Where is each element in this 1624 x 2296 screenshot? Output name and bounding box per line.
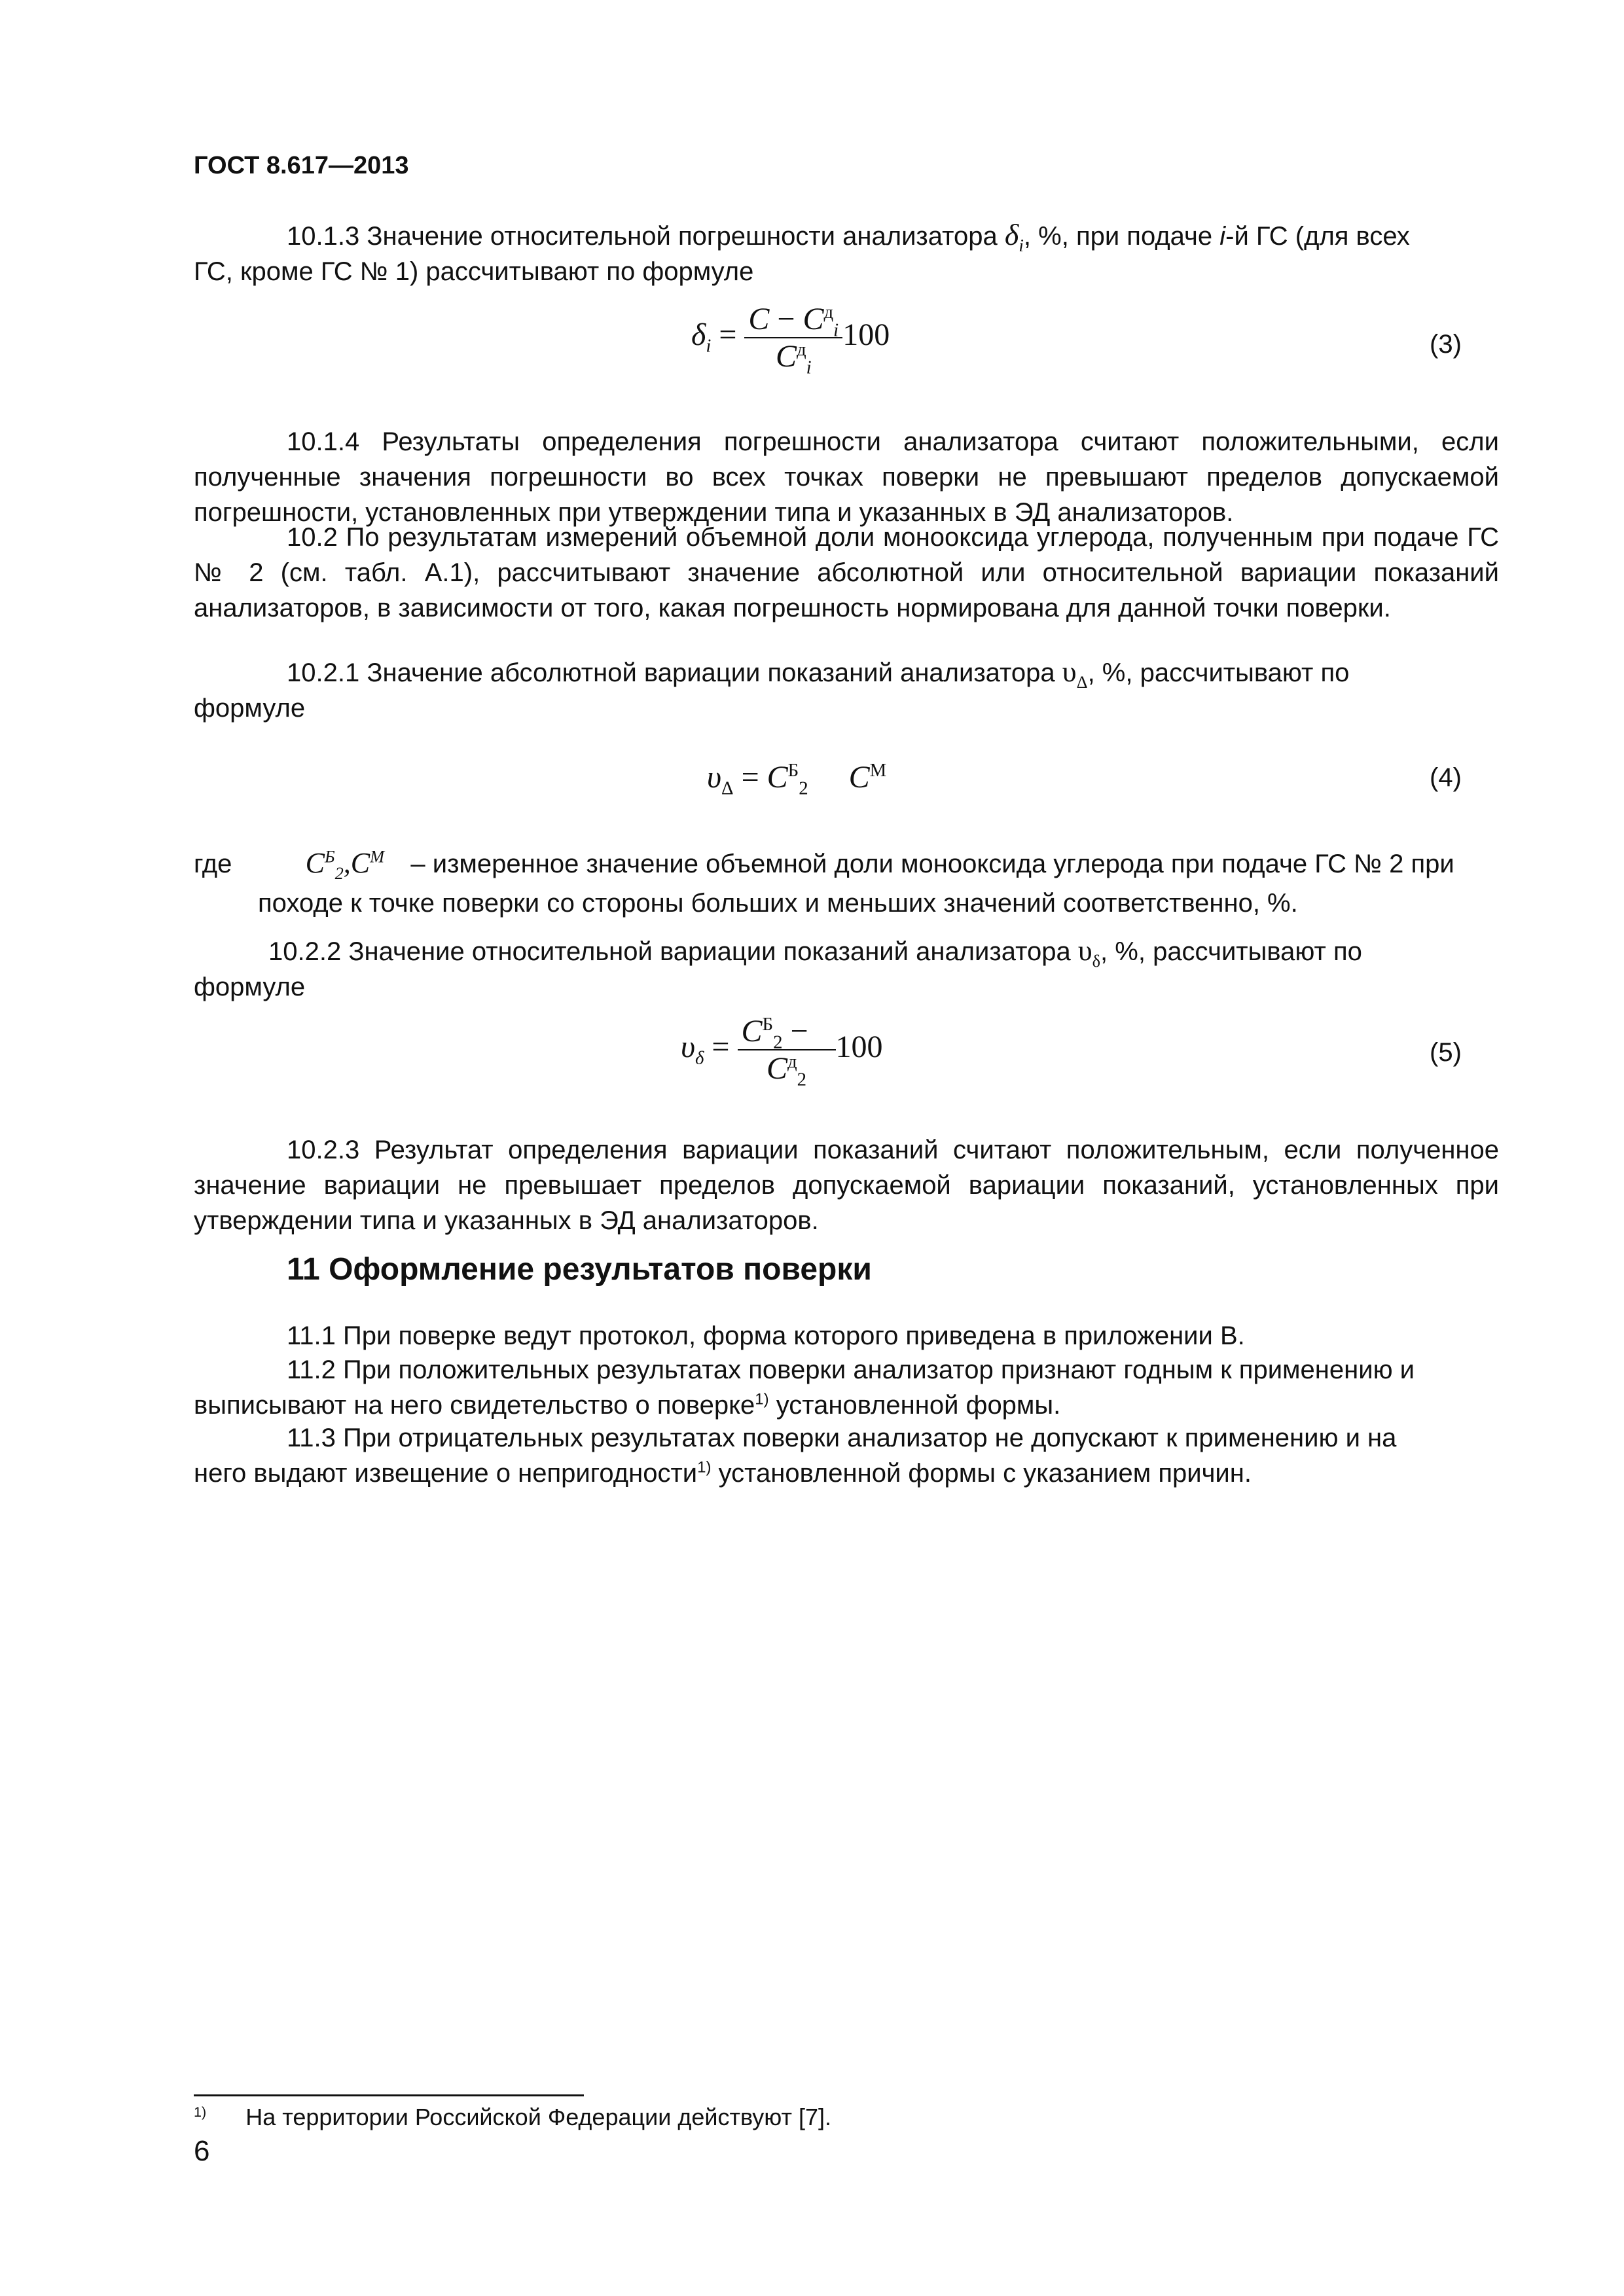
paragraph-11-2: 11.2 При положительных результатах поверки анализатор признают годным к применению и выписывают на него свидетельство о поверке$^{1)}$ установленной формы. bbox=[194, 1355, 1415, 1420]
footnote-separator bbox=[194, 2094, 584, 2096]
paragraph-10-1-3: 10.1.3 Значение относительной погрешности анализатора $\delta_i$, %, при подаче i-й ГС (для всех ГС, кроме ГС № 1) рассчитывают по формуле bbox=[194, 218, 1410, 286]
section-11-heading: 11 Оформление результатов поверки bbox=[287, 1252, 872, 1287]
equation-number-3: (3) bbox=[1430, 330, 1462, 359]
footnote-ref[interactable]: 1) bbox=[755, 1390, 769, 1408]
paragraph-11-1: 11.1 При поверке ведут протокол, форма которого приведена в приложении В. bbox=[287, 1321, 1245, 1350]
equation-number-4: (4) bbox=[1430, 763, 1462, 792]
footnote-ref[interactable]: 1) bbox=[697, 1458, 712, 1477]
formula-4: $\upsilon_\Delta = C^Б_2$ $C^М$ bbox=[707, 760, 887, 799]
paragraph-10-2-2: 10.2.2 Значение относительной вариации показаний анализатора $\upsilon_\delta$, %, рассчитывают по формуле bbox=[194, 935, 1362, 1001]
formula-5: $\upsilon_\delta$ = $\frac{C^Б_2 -}{C^д_2}$ 100 bbox=[681, 1014, 883, 1090]
where-clause: где $C^Б_2,C^М$ – измеренное значение объемной доли монооксида углерода при подаче ГС № 2 при походе к точке поверки со стороны больших и меньших значений соответственно, %. bbox=[194, 846, 1454, 918]
page-number: 6 bbox=[194, 2135, 210, 2167]
formula-3: $\delta_i$ = $\frac{C - C^д_i}{C^д_i}$ 100 bbox=[691, 302, 890, 378]
delta-i-symbol: $\delta_i$ bbox=[1004, 218, 1024, 256]
paragraph-11-3: 11.3 При отрицательных результатах поверки анализатор не допускают к применению и на него выдают извещение о непригодности$^{1)}$ установленной формы с указанием причин. bbox=[194, 1424, 1397, 1488]
paragraph-10-2-1: 10.2.1 Значение абсолютной вариации показаний анализатора $\upsilon_\Delta$, %, рассчитывают по формуле bbox=[194, 656, 1350, 723]
equation-number-5: (5) bbox=[1430, 1038, 1462, 1067]
paragraph-10-2: 10.2 По результатам измерений объемной доли монооксида углерода, полученным при подаче ГС № 2 (см. табл. А.1), рассчитывают значение абсолютной или относительной вариации показаний анализаторов, в зависимости от того, какая погрешность нормирована для данной точки поверки. bbox=[194, 523, 1499, 622]
footnote: $^{1)}$ На территории Российской Федерации действуют [7]. bbox=[194, 2104, 832, 2130]
document-header: ГОСТ 8.617—2013 bbox=[194, 152, 409, 179]
paragraph-10-2-3: 10.2.3 Результат определения вариации показаний считают положительным, если полученное значение вариации не превышает пределов допускаемой вариации показаний, установленных при утверждении типа и указанных в ЭД анализаторов. bbox=[194, 1136, 1499, 1235]
paragraph-10-1-4: 10.1.4 Результаты определения погрешности анализатора считают положительными, если полученные значения погрешности во всех точках поверки не превышают пределов допускаемой погрешности, установленных при утверждении типа и указанных в ЭД анализаторов. bbox=[194, 427, 1499, 527]
